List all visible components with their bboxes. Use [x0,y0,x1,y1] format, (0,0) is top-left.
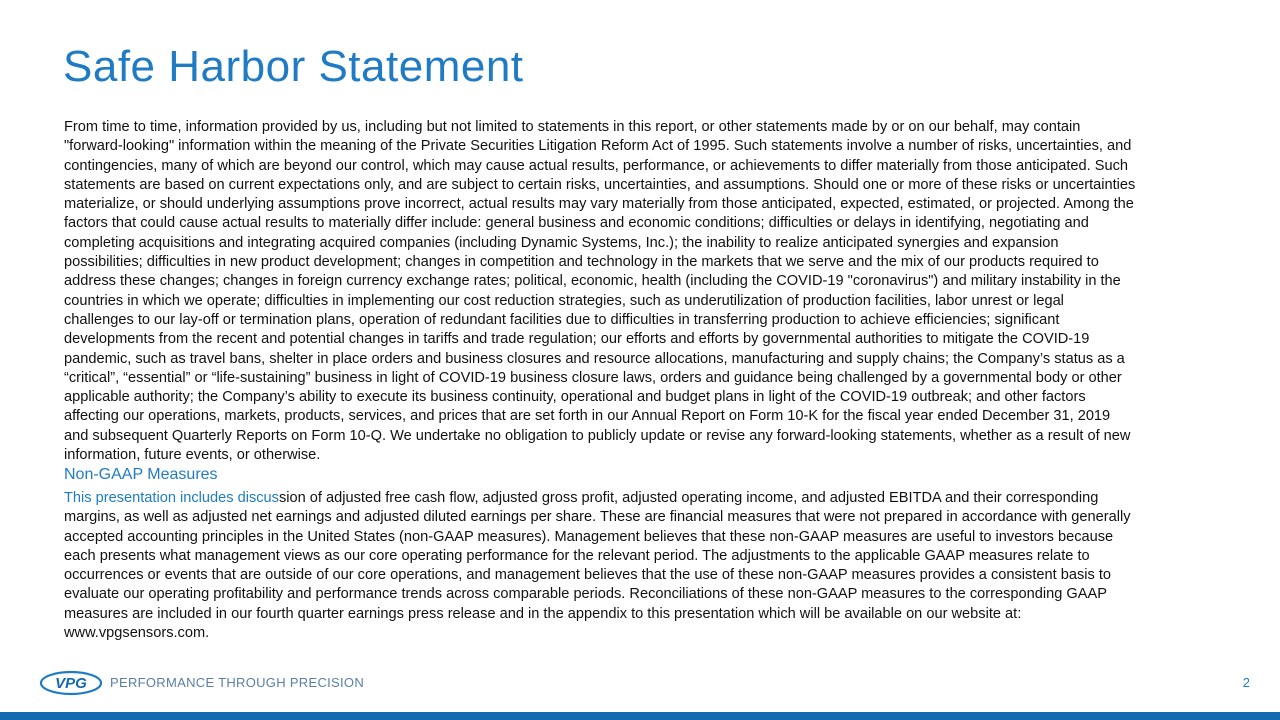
paragraph-line: factors that could cause actual results to materially differ include: general business and economic conditions; difficulties or delays in identifying, negotiating and [64,215,1089,232]
paragraph-line: each presents what management views as our core operating performance for the relevant period. The adjustments to the applicable GAAP measures relate to [64,547,1090,564]
footer-tagline: PERFORMANCE THROUGH PRECISION [110,675,365,690]
paragraph-line: developments from the recent and potential changes in tariffs and trade regulation; our efforts and efforts by governmental authorities to mitigate the COVID-19 [64,331,1090,348]
non-gaap-heading: Non-GAAP Measures [64,466,218,483]
paragraph-line: From time to time, information provided by us, including but not limited to statements in this report, or other statements made by or on our behalf, may contain [64,119,1081,135]
non-gaap-paragraph [64,489,1224,643]
website-link[interactable]: www.vpgsensors.com. [64,625,210,642]
bottom-accent-bar [0,712,1280,720]
slide-title: Safe Harbor Statement [63,42,524,91]
paragraph-line: evaluate our operating profitability and performance trends across comparable periods. Reconciliations of these non-GAAP measures to the corresponding GAAP [64,586,1107,603]
safe-harbor-paragraph [64,118,1224,465]
paragraph-line [64,489,1224,508]
paragraph-line: margins, as well as adjusted net earnings and adjusted diluted earnings per share. These are financial measures that were not prepared in accordance with generally [64,509,1131,526]
vpg-logo [38,670,102,696]
paragraph-line: affecting our operations, markets, products, services, and prices that are set forth in our Annual Report on Form 10-K for the fiscal year ended December 31, 2019 [64,408,1111,425]
paragraph-line: and subsequent Quarterly Reports on Form 10-Q. We undertake no obligation to publicly update or revise any forward-looking statements, whether as a result of new [64,427,1131,444]
paragraph-line: materialize, or should underlying assumptions prove incorrect, actual results may vary materially from those anticipated, expected, estimated, or projected. Among the [64,196,1134,213]
paragraph-line: occurrences or events that are outside of our core operations, and management believes that the use of these non-GAAP measures provides a consistent basis to [64,567,1112,584]
paragraph-line: accepted accounting principles in the United States (non-GAAP measures). Management believes that these non-GAAP measures are useful to investors because [64,528,1114,545]
paragraph-line: countries in which we operate; difficulties in implementing our cost reduction strategies, such as underutilization of production facilities, labor unrest or legal [64,292,1064,309]
paragraph-accent-text: This presentation includes discus [64,490,279,506]
paragraph-line: "forward-looking" information within the meaning of the Private Securities Litigation Reform Act of 1995. Such statements involve a number of risks, uncertainties, and [64,138,1132,155]
paragraph-line: applicable authority; the Company’s ability to execute its business continuity, operational and budget plans in light of the COVID-19 outbreak; and other factors [64,389,1086,406]
paragraph-line: information, future events, or otherwise. [64,447,321,464]
paragraph-line: contingencies, many of which are beyond our control, which may cause actual results, performance, or achievements to differ materially from those anticipated. Such [64,157,1128,174]
logo-text: VPG [55,675,87,692]
paragraph-line: address these changes; changes in foreign currency exchange rates; political, economic, health (including the COVID-19 "coronavirus") and military instability in the [64,273,1121,290]
paragraph-line: pandemic, such as travel bans, shelter in place orders and business closures and resource allocations, manufacturing and supply chains; the Company’s status as a [64,350,1125,367]
paragraph-text: sion of adjusted free cash flow, adjusted gross profit, adjusted operating income, and adjusted EBITDA and their corresponding [278,490,1099,506]
paragraph-line: possibilities; difficulties in new product development; changes in competition and technology in the markets that we serve and the mix of our products required to [64,254,1099,271]
page-number: 2 [1242,675,1250,690]
paragraph-line: challenges to our lay-off or termination plans, operation of redundant facilities due to difficulties in transferring production to achieve efficiencies; significant [64,311,1060,328]
paragraph-line: statements are based on current expectations only, and are subject to certain risks, uncertainties, and assumptions. Should one or more of these risks or uncertainties [64,176,1136,193]
paragraph-line: measures are included in our fourth quarter earnings press release and in the appendix to this presentation which will be available on our website at: [64,605,1022,622]
paragraph-line: completing acquisitions and integrating acquired companies (including Dynamic Systems, Inc.); the inability to realize anticipated synergies and expansion [64,234,1059,251]
paragraph-line: “critical”, “essential” or “life-sustaining” business in light of COVID-19 business closure laws, orders and guidance being challenged by a governmental body or other [64,369,1122,386]
